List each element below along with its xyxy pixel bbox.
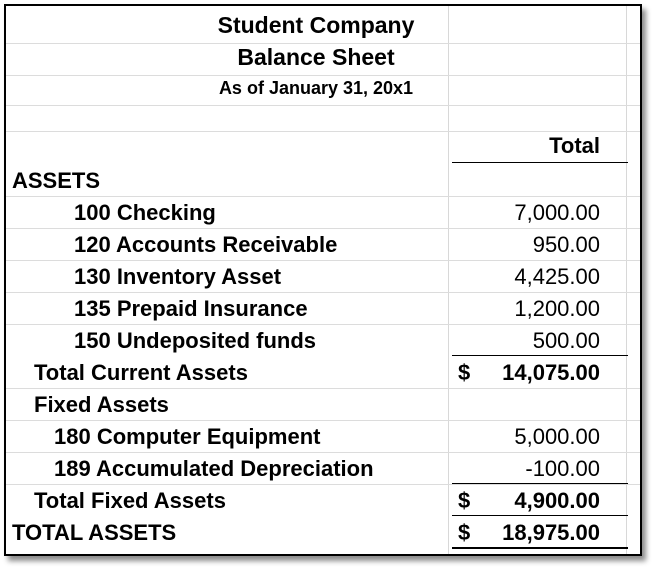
- report-title: Balance Sheet: [237, 44, 395, 70]
- row-divider: [6, 484, 640, 485]
- row-divider: [6, 228, 640, 229]
- row-divider: [6, 292, 640, 293]
- total-fixed-assets-label: Total Fixed Assets: [34, 488, 226, 513]
- total-assets-label: TOTAL ASSETS: [12, 520, 177, 545]
- account-label: 135 Prepaid Insurance: [74, 296, 308, 321]
- account-label: 189 Accumulated Depreciation: [54, 456, 374, 481]
- row-divider: [6, 75, 640, 76]
- balance-sheet-frame: [4, 4, 642, 556]
- grand-total-double-rule: [452, 547, 628, 549]
- total-current-assets-label: Total Current Assets: [34, 360, 248, 385]
- column-divider: [626, 6, 627, 554]
- column-header-total: Total: [549, 133, 600, 158]
- account-value: 5,000.00: [514, 424, 600, 449]
- currency-symbol: $: [458, 360, 471, 385]
- assets-heading: ASSETS: [12, 168, 101, 193]
- row-divider: [6, 105, 640, 106]
- row-divider: [6, 131, 640, 132]
- account-label: 120 Accounts Receivable: [74, 232, 338, 257]
- subtotal-rule: [452, 355, 628, 356]
- company-name: Student Company: [217, 12, 415, 38]
- account-value: 7,000.00: [514, 200, 600, 225]
- row-divider: [6, 324, 640, 325]
- currency-symbol: $: [458, 488, 471, 513]
- total-rule: [452, 515, 628, 516]
- account-label: 180 Computer Equipment: [54, 424, 321, 449]
- fixed-assets-heading: Fixed Assets: [34, 392, 169, 417]
- account-value: -100.00: [525, 456, 600, 481]
- row-divider: [6, 388, 640, 389]
- header-underline: [452, 162, 628, 163]
- row-divider: [6, 260, 640, 261]
- account-label: 150 Undeposited funds: [74, 328, 317, 353]
- account-label: 130 Inventory Asset: [74, 264, 282, 289]
- row-divider: [6, 420, 640, 421]
- account-value: 500.00: [532, 328, 600, 353]
- subtotal-rule: [452, 483, 628, 484]
- row-divider: [6, 196, 640, 197]
- total-fixed-assets-value: 4,900.00: [514, 488, 600, 513]
- total-current-assets-value: 14,075.00: [502, 360, 600, 385]
- account-value: 4,425.00: [514, 264, 600, 289]
- row-divider: [6, 452, 640, 453]
- currency-symbol: $: [458, 520, 471, 545]
- account-value: 950.00: [532, 232, 600, 257]
- report-date: As of January 31, 20x1: [218, 78, 414, 98]
- account-label: 100 Checking: [74, 200, 216, 225]
- total-assets-value: 18,975.00: [502, 520, 600, 545]
- account-value: 1,200.00: [514, 296, 600, 321]
